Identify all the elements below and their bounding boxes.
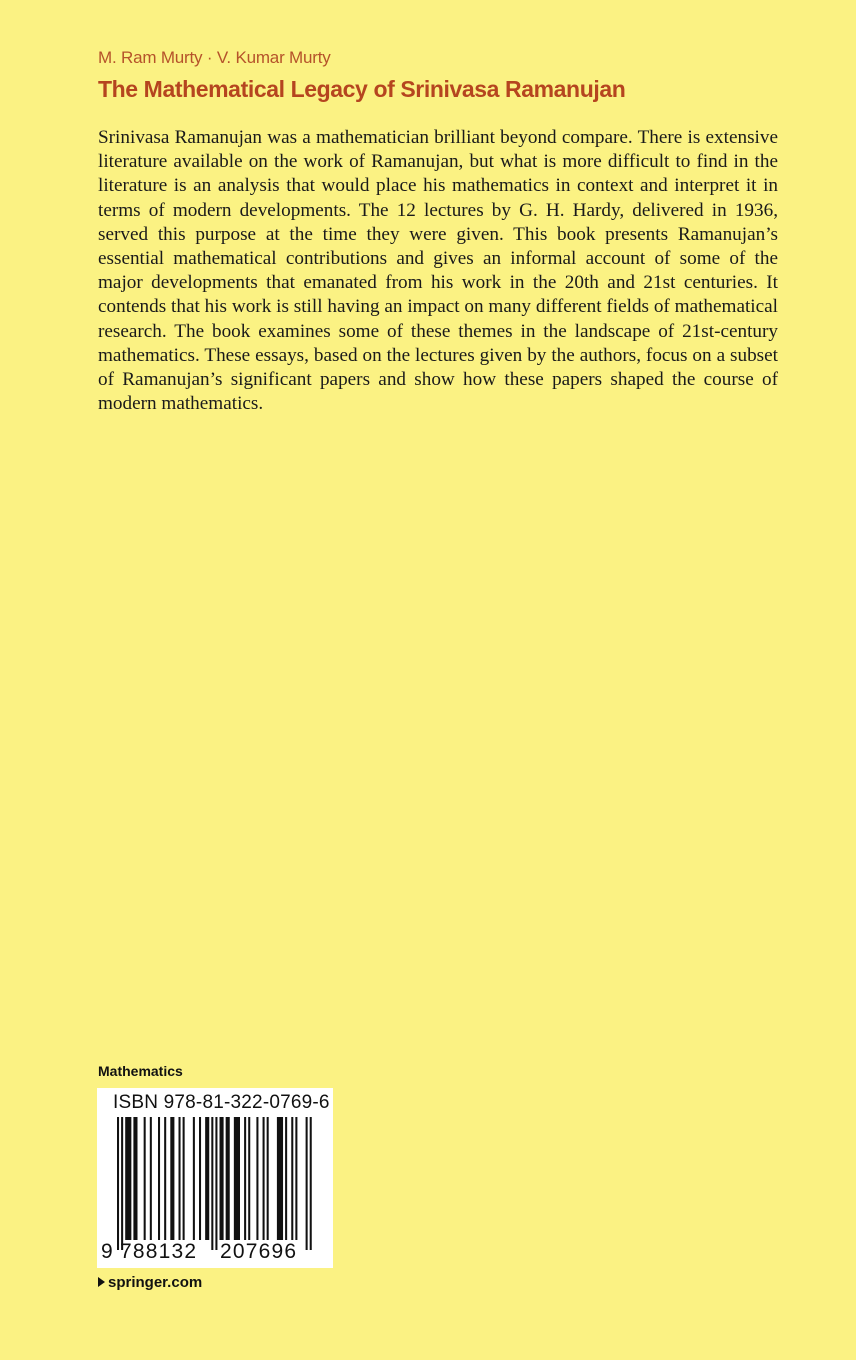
authors: M. Ram Murty · V. Kumar Murty [98,48,331,67]
ean-right-group: 207696 [220,1240,298,1263]
barcode-bar [226,1117,230,1240]
book-description: Srinivasa Ramanujan was a mathematician brilliant beyond compare. There is extensive literature available on the work of Ramanujan, but what is more difficult to find in the literature is an analysis that would place his mathematics in context and interpret it in terms of modern developments. The 12 lectures by G. H. Hardy, delivered in 1936, served this purpose at the time they were given. This book presents Ramanujan’s essential mathematical contributions and gives an informal account of some of the major developments that emanated from his work in the 20th and 21st centuries. It contends that his work is still having an impact on many different fields of mathematical research. The book examines some of these themes in the landscape of 21st-century mathematics. These essays, based on the lectures given by the authors, focus on a subset of Ramanujan’s significant papers and show how these papers shaped the course of modern mathematics. [98,127,778,415]
isbn-barcode [97,1088,333,1268]
barcode-guard-bar [306,1117,308,1250]
barcode-bar [291,1117,293,1240]
barcode-bar [295,1117,297,1240]
barcode-bar [158,1117,160,1240]
barcode-guard-bar [211,1117,213,1250]
ean-left-group: 788132 [120,1240,198,1263]
barcode-bar [179,1117,181,1240]
barcode-guard-bar [310,1117,312,1250]
arrow-right-icon [98,1277,105,1287]
barcode-bar [205,1117,209,1240]
book-title: The Mathematical Legacy of Srinivasa Ramanujan [98,76,626,102]
barcode-bar [164,1117,166,1240]
barcode-guard-bar [121,1117,123,1250]
isbn-label: ISBN 978-81-322-0769-6 [113,1092,330,1113]
barcode-bar [220,1117,224,1240]
barcode-bar [248,1117,250,1240]
barcode-bar [285,1117,287,1240]
barcode-bar [199,1117,201,1240]
barcode-guard-bar [117,1117,119,1250]
barcode-bar [267,1117,269,1240]
barcode-bar [244,1117,246,1240]
publisher-link[interactable] [98,1274,202,1291]
barcode-bar [193,1117,195,1240]
barcode-guard-bar [215,1117,217,1250]
barcode-bar [234,1117,240,1240]
ean-first-digit: 9 [101,1240,113,1263]
subject-category: Mathematics [98,1063,183,1079]
barcode-bar [144,1117,146,1240]
barcode-bar [150,1117,152,1240]
barcode-bar [170,1117,174,1240]
barcode-bar [125,1117,131,1240]
barcode-bar [263,1117,265,1240]
barcode-bar [183,1117,185,1240]
barcode-bar [133,1117,137,1240]
publisher-link-label: springer.com [108,1274,203,1291]
barcode-bar [277,1117,283,1240]
barcode-bar [256,1117,258,1240]
ean-digits [101,1240,320,1264]
